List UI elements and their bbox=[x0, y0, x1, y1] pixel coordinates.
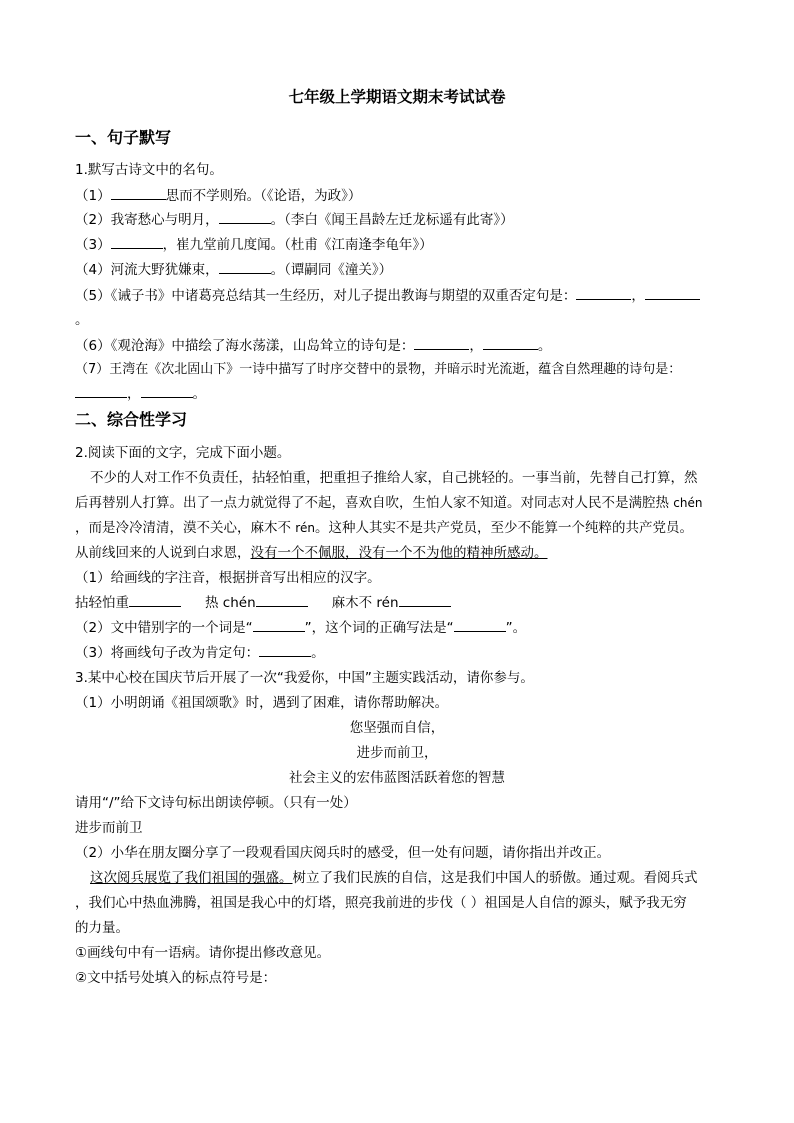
q3-passage-line-1: 这次阅兵展览了我们祖国的强盛。树立了我们民族的自信，这是我们中国人的骄傲。通过观。看阅兵式 bbox=[90, 870, 698, 886]
answer-blank[interactable] bbox=[219, 208, 271, 224]
q3-passage-line-2: ，我们心中热血沸腾，祖国是我心中的灯塔，照亮我前进的步伐（ ）祖国是人自信的源头，赋予我无穷 bbox=[75, 895, 687, 911]
q1-item-2: （2）我寄愁心与明月， 。（李白《闻王昌龄左迁龙标遥有此寄》） bbox=[75, 208, 514, 232]
answer-blank[interactable] bbox=[399, 591, 451, 607]
q1-item-7-blanks: ， 。 bbox=[75, 382, 206, 406]
q3-question-1: ①画线句中有一语病。请你提出修改意见。 bbox=[75, 945, 331, 961]
q1-item-1: （1） 思而不学则殆。（《论语，为政》） bbox=[75, 184, 361, 208]
answer-blank[interactable] bbox=[256, 591, 308, 607]
answer-blank[interactable] bbox=[645, 284, 700, 300]
poem-line-2: 进步而前卫， bbox=[356, 745, 438, 761]
answer-blank[interactable] bbox=[483, 334, 538, 350]
answer-blank[interactable] bbox=[454, 616, 506, 632]
answer-blank[interactable] bbox=[129, 591, 181, 607]
q2-passage-line-3: ，而是冷冷清清，漠不关心，麻木不 rén。这种人其实不是共产党员，至少不能算一个纯粹的共产党员。 bbox=[75, 520, 693, 536]
q2-passage-line-1: 不少的人对工作不负责任，拈轻怕重，把重担子推给人家，自己挑轻的。一事当前，先替自己打算，然 bbox=[90, 470, 698, 486]
q2-sub-2: （2）文中错别字的一个词是“ ”，这个词的正确写法是“ ”。 bbox=[75, 616, 526, 640]
answer-blank[interactable] bbox=[576, 284, 631, 300]
q3-target-line: 进步而前卫 bbox=[75, 820, 143, 836]
q1-item-4: （4）河流大野犹嫌束， 。（谭嗣同《潼关》） bbox=[75, 258, 392, 282]
underlined-sentence: 这次阅兵展览了我们祖国的强盛。 bbox=[90, 870, 293, 886]
answer-blank[interactable] bbox=[219, 258, 271, 274]
q2-intro: 2.阅读下面的文字，完成下面小题。 bbox=[75, 445, 291, 461]
answer-blank[interactable] bbox=[141, 382, 193, 398]
q2-sub-3: （3）将画线句子改为肯定句： 。 bbox=[75, 641, 325, 665]
q2-sub-1-answers: 拈轻怕重 热 chén 麻木不 rén bbox=[75, 591, 451, 615]
answer-blank[interactable] bbox=[111, 184, 166, 200]
q3-sub-1: （1）小明朗诵《祖国颂歌》时，遇到了困难，请你帮助解决。 bbox=[75, 695, 449, 711]
q1-item-5-end: 。 bbox=[75, 312, 89, 328]
page-title: 七年级上学期语文期末考试试卷 bbox=[288, 88, 506, 106]
q1-intro: 1.默写古诗文中的名句。 bbox=[75, 162, 223, 178]
q1-item-5: （5）《诫子书》中诸葛亮总结其一生经历，对儿子提出教诲与期望的双重否定句是： ， bbox=[75, 284, 700, 308]
q3-intro: 3.某中心校在国庆节后开展了一次“我爱你，中国”主题实践活动，请你参与。 bbox=[75, 670, 534, 686]
q1-item-7: （7）王湾在《次北固山下》一诗中描写了时序交替中的景物，并暗示时光流逝，蕴含自然理趣的诗句是： bbox=[75, 362, 682, 377]
answer-blank[interactable] bbox=[75, 382, 127, 398]
q3-instruction: 请用“/”给下文诗句标出朗读停顿。（只有一处） bbox=[75, 795, 357, 811]
answer-blank[interactable] bbox=[253, 616, 305, 632]
answer-blank[interactable] bbox=[414, 334, 469, 350]
q2-sub-1: （1）给画线的字注音，根据拼音写出相应的汉字。 bbox=[75, 570, 381, 586]
q1-item-6: （6）《观沧海》中描绘了海水荡漾，山岛耸立的诗句是： ， 。 bbox=[75, 334, 551, 358]
section-1-heading: 一、句子默写 bbox=[75, 128, 172, 147]
q2-passage-line-4: 从前线回来的人说到白求恩，没有一个不佩服，没有一个不为他的精神所感动。 bbox=[75, 545, 548, 561]
q1-item-3: （3） ，崔九堂前几度闻。（杜甫《江南逢李龟年》） bbox=[75, 233, 433, 257]
poem-line-1: 您坚强而自信， bbox=[349, 720, 445, 736]
q3-sub-2: （2）小华在朋友圈分享了一段观看国庆阅兵时的感受，但一处有问题，请你指出并改正。 bbox=[75, 845, 611, 861]
q3-question-2: ②文中括号处填入的标点符号是： bbox=[75, 970, 277, 986]
answer-blank[interactable] bbox=[111, 233, 163, 249]
poem-line-3: 社会主义的宏伟蓝图活跃着您的智慧 bbox=[289, 770, 505, 786]
section-2-heading: 二、综合性学习 bbox=[75, 410, 188, 429]
q3-passage-line-3: 的力量。 bbox=[75, 920, 129, 936]
underlined-sentence: 没有一个不佩服，没有一个不为他的精神所感动。 bbox=[250, 545, 548, 561]
answer-blank[interactable] bbox=[259, 641, 311, 657]
q2-passage-line-2: 后再替别人打算。出了一点力就觉得了不起，喜欢自吹，生怕人家不知道。对同志对人民不是满腔热 chén bbox=[75, 495, 703, 511]
